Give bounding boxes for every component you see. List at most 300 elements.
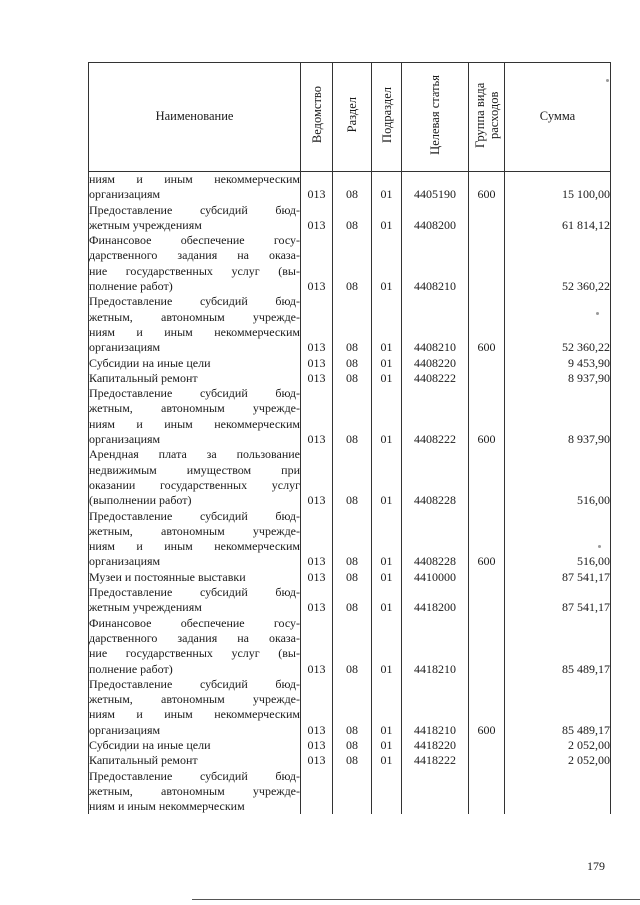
cell-subsection xyxy=(372,294,402,309)
table-row xyxy=(89,509,611,524)
cell-target: 4410000 xyxy=(402,570,469,585)
cell-target xyxy=(402,646,469,661)
cell-expense-group xyxy=(469,585,505,600)
cell-dept xyxy=(301,631,333,646)
row-name-line: ниям и иным некоммерческим xyxy=(89,324,300,339)
cell-section: 08 xyxy=(333,187,372,202)
table-row xyxy=(89,294,611,309)
cell-sum xyxy=(505,509,611,524)
row-name-line: жетным, автономным учрежде- xyxy=(89,783,300,798)
table-row xyxy=(89,417,611,432)
cell-expense-group xyxy=(469,248,505,263)
cell-sum xyxy=(505,707,611,722)
scan-speck xyxy=(598,545,601,548)
table-row xyxy=(89,554,611,569)
cell-dept xyxy=(301,248,333,263)
cell-sum: 2 052,00 xyxy=(505,738,611,753)
cell-section xyxy=(333,233,372,248)
cell-sum xyxy=(505,478,611,493)
row-name-line: жетным учреждениям xyxy=(89,218,301,233)
cell-target xyxy=(402,325,469,340)
cell-sum xyxy=(505,799,611,814)
cell-subsection: 01 xyxy=(372,662,402,677)
cell-section: 08 xyxy=(333,340,372,355)
cell-subsection xyxy=(372,509,402,524)
cell-section xyxy=(333,784,372,799)
cell-subsection xyxy=(372,631,402,646)
budget-table xyxy=(88,62,611,814)
cell-target xyxy=(402,463,469,478)
cell-expense-group xyxy=(469,616,505,631)
cell-expense-group xyxy=(469,463,505,478)
table-row xyxy=(89,310,611,325)
cell-dept xyxy=(301,233,333,248)
cell-section xyxy=(333,310,372,325)
cell-expense-group xyxy=(469,203,505,218)
cell-sum: 2 052,00 xyxy=(505,753,611,768)
table-row xyxy=(89,524,611,539)
table-row xyxy=(89,218,611,233)
cell-section xyxy=(333,478,372,493)
header-name: Наименование xyxy=(89,63,301,172)
cell-subsection: 01 xyxy=(372,187,402,202)
cell-target xyxy=(402,677,469,692)
cell-subsection xyxy=(372,769,402,784)
cell-section xyxy=(333,264,372,279)
cell-expense-group: 600 xyxy=(469,340,505,355)
row-name-line: ниям и иным некоммерческим xyxy=(89,416,300,431)
scan-speck xyxy=(596,312,599,315)
row-name-line: дарственного задания на оказа- xyxy=(89,248,300,263)
cell-dept xyxy=(301,172,333,188)
cell-sum: 87 541,17 xyxy=(505,600,611,615)
cell-expense-group xyxy=(469,478,505,493)
table-row xyxy=(89,478,611,493)
cell-sum xyxy=(505,172,611,188)
cell-sum: 52 360,22 xyxy=(505,279,611,294)
cell-sum: 8 937,90 xyxy=(505,432,611,447)
cell-expense-group xyxy=(469,692,505,707)
cell-section: 08 xyxy=(333,662,372,677)
cell-sum xyxy=(505,417,611,432)
cell-sum: 85 489,17 xyxy=(505,723,611,738)
table-row xyxy=(89,585,611,600)
cell-expense-group xyxy=(469,310,505,325)
row-name-line: организациям xyxy=(89,432,301,447)
cell-subsection xyxy=(372,447,402,462)
cell-expense-group xyxy=(469,600,505,615)
cell-dept xyxy=(301,264,333,279)
row-name-line: жетным, автономным учрежде- xyxy=(89,692,300,707)
table-row xyxy=(89,325,611,340)
cell-dept: 013 xyxy=(301,187,333,202)
cell-subsection xyxy=(372,784,402,799)
cell-target xyxy=(402,478,469,493)
table-row xyxy=(89,172,611,188)
cell-sum xyxy=(505,325,611,340)
row-name-line: Предоставление субсидий бюд- xyxy=(89,585,300,600)
cell-target xyxy=(402,248,469,263)
cell-sum xyxy=(505,248,611,263)
cell-subsection xyxy=(372,417,402,432)
cell-section xyxy=(333,539,372,554)
cell-dept: 013 xyxy=(301,662,333,677)
cell-dept: 013 xyxy=(301,493,333,508)
table-row xyxy=(89,738,611,753)
cell-sum xyxy=(505,646,611,661)
cell-expense-group xyxy=(469,386,505,401)
cell-target: 4418210 xyxy=(402,662,469,677)
cell-target xyxy=(402,616,469,631)
cell-dept: 013 xyxy=(301,279,333,294)
cell-target xyxy=(402,524,469,539)
cell-expense-group xyxy=(469,799,505,814)
row-name-line: ниям и иным некоммерческим xyxy=(89,172,300,186)
cell-target xyxy=(402,447,469,462)
cell-subsection xyxy=(372,203,402,218)
row-name-line: Капитальный ремонт xyxy=(89,371,301,386)
cell-target: 4418222 xyxy=(402,753,469,768)
cell-section xyxy=(333,692,372,707)
cell-section: 08 xyxy=(333,371,372,386)
cell-expense-group xyxy=(469,662,505,677)
scan-speck xyxy=(606,79,609,82)
cell-target: 4408222 xyxy=(402,371,469,386)
cell-target: 4408210 xyxy=(402,279,469,294)
cell-subsection xyxy=(372,478,402,493)
table-row xyxy=(89,279,611,294)
cell-target xyxy=(402,264,469,279)
row-name-line: Предоставление субсидий бюд- xyxy=(89,202,300,217)
row-name-line: жетным, автономным учрежде- xyxy=(89,523,300,538)
cell-section xyxy=(333,799,372,814)
cell-sum xyxy=(505,539,611,554)
cell-subsection xyxy=(372,799,402,814)
cell-expense-group xyxy=(469,769,505,784)
cell-expense-group: 600 xyxy=(469,432,505,447)
cell-sum xyxy=(505,524,611,539)
cell-target xyxy=(402,707,469,722)
cell-sum xyxy=(505,677,611,692)
cell-section: 08 xyxy=(333,600,372,615)
header-dept: Ведомство xyxy=(301,63,333,172)
cell-section: 08 xyxy=(333,493,372,508)
cell-expense-group xyxy=(469,294,505,309)
table-row xyxy=(89,447,611,462)
cell-section: 08 xyxy=(333,753,372,768)
row-name-line: ниям и иным некоммерческим xyxy=(89,707,300,722)
cell-dept xyxy=(301,585,333,600)
row-name-line: Предоставление субсидий бюд- xyxy=(89,768,300,783)
cell-sum xyxy=(505,769,611,784)
cell-subsection xyxy=(372,646,402,661)
table-row xyxy=(89,570,611,585)
cell-dept xyxy=(301,203,333,218)
cell-expense-group xyxy=(469,356,505,371)
cell-section xyxy=(333,616,372,631)
cell-expense-group xyxy=(469,279,505,294)
table-row xyxy=(89,769,611,784)
cell-target xyxy=(402,386,469,401)
cell-expense-group xyxy=(469,707,505,722)
cell-section: 08 xyxy=(333,356,372,371)
cell-target: 4405190 xyxy=(402,187,469,202)
cell-target xyxy=(402,401,469,416)
cell-subsection: 01 xyxy=(372,723,402,738)
cell-subsection xyxy=(372,172,402,188)
table-row xyxy=(89,463,611,478)
cell-sum xyxy=(505,264,611,279)
cell-sum: 9 453,90 xyxy=(505,356,611,371)
row-name-line: недвижимым имуществом при xyxy=(89,462,300,477)
cell-subsection xyxy=(372,677,402,692)
table-row xyxy=(89,753,611,768)
cell-target xyxy=(402,310,469,325)
cell-subsection: 01 xyxy=(372,738,402,753)
cell-expense-group xyxy=(469,677,505,692)
cell-section xyxy=(333,294,372,309)
cell-dept xyxy=(301,769,333,784)
table-row xyxy=(89,233,611,248)
row-name-line: жетным, автономным учрежде- xyxy=(89,401,300,416)
cell-target: 4408228 xyxy=(402,493,469,508)
table-row xyxy=(89,631,611,646)
cell-sum xyxy=(505,203,611,218)
cell-section: 08 xyxy=(333,738,372,753)
row-name-line: ние государственных услуг (вы- xyxy=(89,263,300,278)
cell-expense-group xyxy=(469,631,505,646)
cell-sum: 87 541,17 xyxy=(505,570,611,585)
table-header-row xyxy=(89,63,611,172)
cell-sum: 61 814,12 xyxy=(505,218,611,233)
cell-target xyxy=(402,631,469,646)
header-target: Целевая статья xyxy=(402,63,469,172)
table-row xyxy=(89,340,611,355)
cell-dept xyxy=(301,310,333,325)
cell-dept: 013 xyxy=(301,371,333,386)
cell-dept xyxy=(301,463,333,478)
cell-target xyxy=(402,585,469,600)
row-name-line: организациям xyxy=(89,340,301,355)
row-name-line: Финансовое обеспечение госу- xyxy=(89,233,300,248)
cell-dept xyxy=(301,799,333,814)
cell-section xyxy=(333,524,372,539)
cell-sum xyxy=(505,463,611,478)
cell-section xyxy=(333,248,372,263)
cell-subsection xyxy=(372,401,402,416)
cell-expense-group xyxy=(469,447,505,462)
header-sum: Сумма xyxy=(505,63,611,172)
cell-dept xyxy=(301,707,333,722)
cell-expense-group xyxy=(469,401,505,416)
cell-subsection xyxy=(372,233,402,248)
cell-target xyxy=(402,539,469,554)
cell-section: 08 xyxy=(333,279,372,294)
cell-sum xyxy=(505,386,611,401)
cell-target: 4408200 xyxy=(402,218,469,233)
cell-section: 08 xyxy=(333,570,372,585)
cell-subsection xyxy=(372,325,402,340)
cell-dept: 013 xyxy=(301,570,333,585)
cell-dept: 013 xyxy=(301,738,333,753)
cell-sum: 52 360,22 xyxy=(505,340,611,355)
cell-dept xyxy=(301,417,333,432)
cell-subsection: 01 xyxy=(372,493,402,508)
cell-dept xyxy=(301,784,333,799)
cell-subsection xyxy=(372,539,402,554)
table-row xyxy=(89,371,611,386)
cell-target: 4408220 xyxy=(402,356,469,371)
cell-dept: 013 xyxy=(301,432,333,447)
cell-target xyxy=(402,233,469,248)
row-name-line: оказании государственных услуг xyxy=(89,477,300,492)
cell-subsection: 01 xyxy=(372,356,402,371)
cell-expense-group xyxy=(469,524,505,539)
cell-dept: 013 xyxy=(301,723,333,738)
row-name-line: Субсидии на иные цели xyxy=(89,356,301,371)
cell-dept xyxy=(301,539,333,554)
row-name-line: ниям и иным некоммерческим xyxy=(89,799,301,814)
cell-dept xyxy=(301,677,333,692)
page-number: 179 xyxy=(587,859,605,873)
cell-expense-group xyxy=(469,646,505,661)
row-name-line: Музеи и постоянные выставки xyxy=(89,570,301,585)
cell-expense-group xyxy=(469,371,505,386)
row-name-line: Предоставление субсидий бюд- xyxy=(89,294,300,309)
cell-section xyxy=(333,172,372,188)
header-expense-group: Группа вида расходов xyxy=(469,63,505,172)
header-subsection: Подраздел xyxy=(372,63,402,172)
cell-dept xyxy=(301,478,333,493)
table-row xyxy=(89,799,611,814)
cell-section xyxy=(333,509,372,524)
cell-expense-group: 600 xyxy=(469,554,505,569)
table-row xyxy=(89,432,611,447)
row-name-line: ние государственных услуг (вы- xyxy=(89,646,300,661)
cell-subsection xyxy=(372,386,402,401)
cell-target: 4418200 xyxy=(402,600,469,615)
cell-dept: 013 xyxy=(301,218,333,233)
cell-sum xyxy=(505,631,611,646)
cell-section xyxy=(333,325,372,340)
cell-target xyxy=(402,799,469,814)
cell-sum: 8 937,90 xyxy=(505,371,611,386)
cell-target xyxy=(402,784,469,799)
cell-dept xyxy=(301,294,333,309)
cell-target xyxy=(402,509,469,524)
cell-dept: 013 xyxy=(301,554,333,569)
cell-section xyxy=(333,769,372,784)
header-section: Раздел xyxy=(333,63,372,172)
cell-subsection xyxy=(372,463,402,478)
cell-sum xyxy=(505,310,611,325)
cell-dept xyxy=(301,524,333,539)
table-row xyxy=(89,646,611,661)
table-row xyxy=(89,723,611,738)
cell-sum: 15 100,00 xyxy=(505,187,611,202)
cell-sum xyxy=(505,616,611,631)
row-name-line: жетным, автономным учрежде- xyxy=(89,309,300,324)
cell-subsection: 01 xyxy=(372,600,402,615)
cell-subsection xyxy=(372,585,402,600)
row-name-line: Финансовое обеспечение госу- xyxy=(89,615,300,630)
cell-sum xyxy=(505,784,611,799)
cell-dept xyxy=(301,325,333,340)
cell-subsection: 01 xyxy=(372,570,402,585)
cell-subsection xyxy=(372,264,402,279)
cell-dept: 013 xyxy=(301,340,333,355)
cell-expense-group xyxy=(469,539,505,554)
row-name-line: Предоставление субсидий бюд- xyxy=(89,676,300,691)
table-row xyxy=(89,692,611,707)
cell-section xyxy=(333,631,372,646)
cell-expense-group xyxy=(469,753,505,768)
cell-sum: 516,00 xyxy=(505,554,611,569)
row-name-line: организациям xyxy=(89,187,301,202)
cell-subsection xyxy=(372,616,402,631)
cell-section xyxy=(333,417,372,432)
cell-dept xyxy=(301,692,333,707)
cell-dept: 013 xyxy=(301,753,333,768)
cell-section: 08 xyxy=(333,218,372,233)
row-name-line: полнение работ) xyxy=(89,662,301,677)
row-name-line: Предоставление субсидий бюд- xyxy=(89,508,300,523)
footer-rule xyxy=(192,899,640,900)
cell-subsection: 01 xyxy=(372,554,402,569)
table-row xyxy=(89,662,611,677)
cell-subsection: 01 xyxy=(372,218,402,233)
row-name-line: Арендная плата за пользование xyxy=(89,447,300,462)
cell-sum xyxy=(505,233,611,248)
cell-target: 4408228 xyxy=(402,554,469,569)
cell-expense-group xyxy=(469,233,505,248)
cell-subsection: 01 xyxy=(372,371,402,386)
cell-expense-group xyxy=(469,509,505,524)
cell-subsection: 01 xyxy=(372,753,402,768)
cell-section xyxy=(333,677,372,692)
cell-sum xyxy=(505,585,611,600)
cell-expense-group: 600 xyxy=(469,187,505,202)
cell-target: 4418220 xyxy=(402,738,469,753)
cell-expense-group xyxy=(469,172,505,188)
row-name-line: Предоставление субсидий бюд- xyxy=(89,386,300,401)
table-row xyxy=(89,386,611,401)
table-row xyxy=(89,187,611,202)
row-name-line: организациям xyxy=(89,554,301,569)
row-name-line: Субсидии на иные цели xyxy=(89,738,301,753)
cell-subsection xyxy=(372,524,402,539)
row-name-line: ниям и иным некоммерческим xyxy=(89,539,300,554)
cell-sum xyxy=(505,447,611,462)
table-row xyxy=(89,493,611,508)
cell-section xyxy=(333,203,372,218)
cell-expense-group: 600 xyxy=(469,723,505,738)
row-name-line: (выполнении работ) xyxy=(89,493,301,508)
table-row xyxy=(89,248,611,263)
cell-target: 4408210 xyxy=(402,340,469,355)
cell-subsection xyxy=(372,248,402,263)
cell-section: 08 xyxy=(333,554,372,569)
table-row xyxy=(89,539,611,554)
cell-subsection: 01 xyxy=(372,432,402,447)
cell-subsection: 01 xyxy=(372,279,402,294)
cell-section xyxy=(333,463,372,478)
cell-target xyxy=(402,417,469,432)
table-row xyxy=(89,677,611,692)
cell-target xyxy=(402,769,469,784)
table-row xyxy=(89,401,611,416)
cell-expense-group xyxy=(469,570,505,585)
